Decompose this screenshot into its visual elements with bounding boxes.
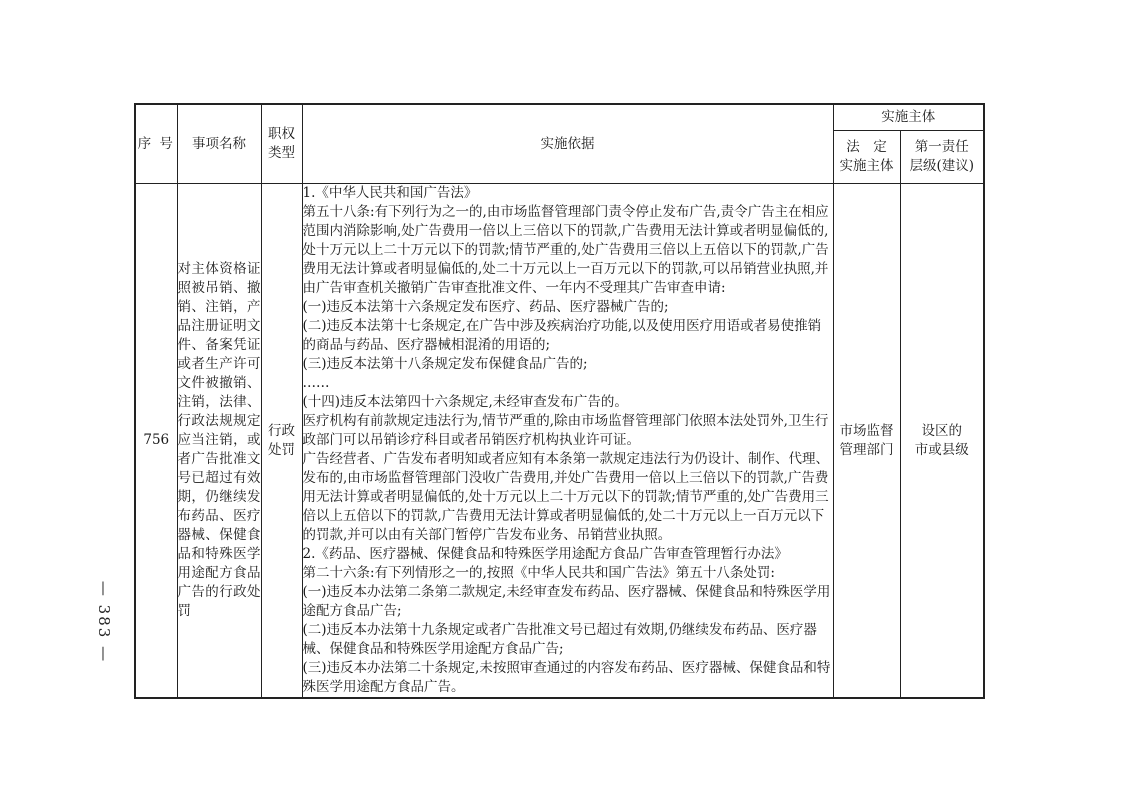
- basis-paragraph: 第二十六条:有下列情形之一的,按照《中华人民共和国广告法》第五十八条处罚:: [302, 565, 775, 581]
- basis-paragraph: (一)违反本法第十六条规定发布医疗、药品、医疗器械广告的;: [302, 299, 669, 315]
- basis-paragraph: 广告经营者、广告发布者明知或者应知有本条第一款规定违法行为仍设计、制作、代理、发布的,由市场监督管理部门没收广告费用,并处广告费用一倍以上三倍以下的罚款,广告费用无法计算或者明显偏低的,处十万元以上二十万元以下的罚款;情节严重的,处广告费用三倍以上五倍以下的罚款,广告费用无法计算或者明显偏低的,处二十万元以上一百万元以下的罚款,并可以由有关部门暂停广告发布业务、吊销营业执照。: [302, 451, 829, 543]
- authority-items-table: [134, 103, 985, 699]
- basis-paragraph: (十四)违反本法第四十六条规定,未经审查发布广告的。: [302, 394, 628, 410]
- cell-responsibility-level-line2: 市或县级: [914, 441, 969, 458]
- header-authority-type-line1: 职权: [268, 126, 295, 142]
- basis-paragraph: (一)违反本办法第二条第二款规定,未经审查发布药品、医疗器械、保健食品和特殊医学用途配方食品广告;: [302, 584, 831, 619]
- basis-paragraph: 1.《中华人民共和国广告法》: [302, 185, 478, 201]
- cell-implementation-basis: [302, 184, 833, 699]
- header-responsibility-level-line1: 第一责任: [914, 139, 969, 155]
- header-implementation-subject-group: 实施主体: [833, 104, 984, 131]
- header-authority-type: [261, 104, 302, 184]
- basis-paragraph: ……: [302, 375, 330, 391]
- cell-serial-number: 756: [135, 184, 177, 699]
- page-number: — 383 —: [95, 580, 113, 664]
- header-legal-subject: [833, 131, 900, 184]
- cell-responsibility-level-line1: 设区的: [921, 422, 962, 439]
- cell-responsibility-level: [900, 184, 984, 699]
- cell-legal-subject: [833, 184, 900, 699]
- header-authority-type-line2: 类型: [268, 145, 295, 161]
- basis-paragraph: (三)违反本法第十八条规定发布保健食品广告的;: [302, 356, 588, 372]
- basis-paragraph: (二)违反本法第十七条规定,在广告中涉及疾病治疗功能,以及使用医疗用语或者易使推销的商品与药品、医疗器械相混淆的用语的;: [302, 318, 822, 353]
- basis-paragraph: 第五十八条:有下列行为之一的,由市场监督管理部门责令停止发布广告,责令广告主在相应范围内消除影响,处广告费用一倍以上三倍以下的罚款,广告费用无法计算或者明显偏低的,处十万元以上二十万元以下的罚款;情节严重的,处广告费用三倍以上五倍以下的罚款,广告费用无法计算或者明显偏低的,处二十万元以上一百万元以下的罚款,可以吊销营业执照,并由广告审查机关撤销广告审查批准文件、一年内不受理其广告审查申请:: [302, 204, 829, 296]
- cell-legal-subject-line2: 管理部门: [839, 441, 894, 458]
- header-legal-subject-line2: 实施主体: [839, 158, 894, 174]
- basis-paragraph: 医疗机构有前款规定违法行为,情节严重的,除由市场监督管理部门依照本法处罚外,卫生行政部门可以吊销诊疗科目或者吊销医疗机构执业许可证。: [302, 413, 829, 448]
- header-legal-subject-line1: 法 定: [846, 139, 887, 155]
- cell-item-name: 对主体资格证照被吊销、撤销、注销，产品注册证明文件、备案凭证或者生产许可文件被撤销、注销，法律、行政法规规定应当注销，或者广告批准文号已超过有效期，仍继续发布药品、医疗器械、保健食品和特殊医学用途配方食品广告的行政处罚: [177, 184, 261, 699]
- header-responsibility-level: [900, 131, 984, 184]
- header-implementation-basis: 实施依据: [302, 104, 833, 184]
- basis-paragraph: 2.《药品、医疗器械、保健食品和特殊医学用途配方食品广告审查管理暂行办法》: [302, 546, 788, 562]
- header-serial-number: 序 号: [135, 104, 177, 184]
- cell-legal-subject-line1: 市场监督: [839, 422, 894, 439]
- table-row: [135, 184, 984, 699]
- header-responsibility-level-line2: 层级(建议): [909, 158, 975, 174]
- cell-authority-type: 行政处罚: [261, 184, 302, 699]
- basis-paragraph: (二)违反本办法第十九条规定或者广告批准文号已超过有效期,仍继续发布药品、医疗器械、保健食品和特殊医学用途配方食品广告;: [302, 622, 817, 657]
- basis-paragraph: (三)违反本办法第二十条规定,未按照审查通过的内容发布药品、医疗器械、保健食品和特殊医学用途配方食品广告。: [302, 660, 831, 695]
- header-item-name: 事项名称: [177, 104, 261, 184]
